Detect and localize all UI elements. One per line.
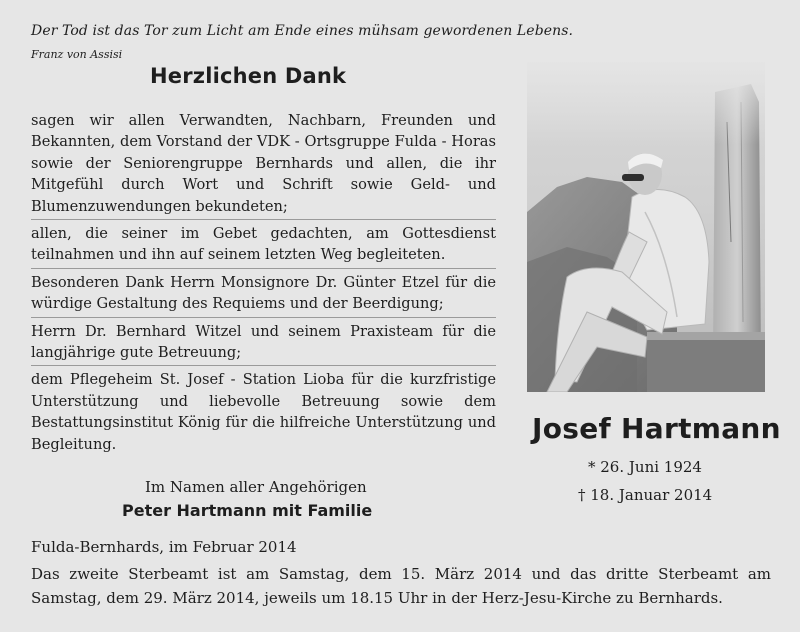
page-title: Herzlichen Dank (150, 64, 347, 88)
deceased-name: Josef Hartmann (532, 412, 781, 445)
thanks-body (31, 107, 496, 457)
death-date: † 18. Januar 2014 (578, 486, 713, 504)
quote-text: Der Tod ist das Tor zum Licht am Ende eines mühsam gewordenen Lebens. (31, 23, 574, 39)
on-behalf-line: Im Namen aller Angehörigen (145, 478, 367, 496)
birth-date: * 26. Juni 1924 (588, 458, 702, 476)
family-signature: Peter Hartmann mit Familie (122, 501, 373, 520)
portrait-photo (527, 62, 765, 392)
place-date: Fulda-Bernhards, im Februar 2014 (31, 538, 297, 556)
thanks-paragraph: dem Pflegeheim St. Josef - Station Lioba für die kurzfristige Unterstützung und liebevolle Betreuung sowie dem Bestattungsinstitut König für die hilfreiche Unterstützung und Begleitung. (31, 365, 496, 457)
thanks-paragraph: sagen wir allen Verwandten, Nachbarn, Freunden und Bekannten, dem Vorstand der VDK - Ortsgruppe Fulda - Horas sowie der Seniorengruppe Bernhards und allen, die ihr Mitgefühl durch Wort und Schrift sowie Geld- und Blumenzuwendungen bekundeten; (31, 112, 496, 215)
thanks-paragraph: Herrn Dr. Bernhard Witzel und seinem Praxisteam für die langjährige gute Betreuung; (31, 317, 496, 366)
thanks-paragraph: allen, die seiner im Gebet gedachten, am Gottesdienst teilnahmen und ihn auf seinem letzten Weg begleiteten. (31, 219, 496, 268)
mass-announcement: Das zweite Sterbeamt ist am Samstag, dem 15. März 2014 und das dritte Sterbeamt am Samstag, dem 29. März 2014, jeweils um 18.15 Uhr in der Herz-Jesu-Kirche zu Bernhards. (31, 565, 771, 607)
thanks-paragraph: Besonderen Dank Herrn Monsignore Dr. Günter Etzel für die würdige Gestaltung des Requiems und der Beerdigung; (31, 268, 496, 317)
quote-author: Franz von Assisi (31, 48, 123, 61)
